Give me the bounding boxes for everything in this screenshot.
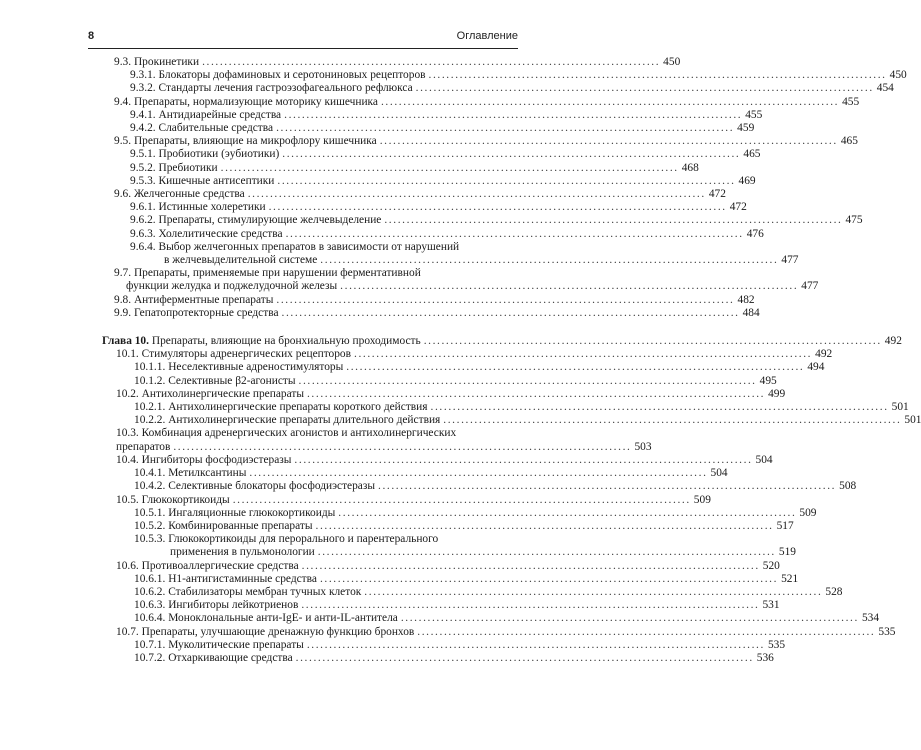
page-ref: 509 [799, 506, 817, 519]
toc-entry[interactable] [102, 387, 786, 401]
entry-title: Пробиотики (эубиотики) [158, 148, 280, 161]
toc-entry[interactable] [102, 122, 755, 135]
toc-entry[interactable] [102, 69, 907, 82]
leader-dots: ....................................................................................................... [317, 546, 776, 559]
toc-entry[interactable] [102, 612, 880, 625]
entry-title: Моноклональные анти-IgE- и анти-IL-антитела [168, 612, 398, 625]
leader-dots: ....................................................................................................... [232, 493, 691, 506]
toc-entry[interactable] [102, 174, 756, 188]
entry-number: 10.7.1. [134, 638, 166, 651]
entry-title: Неселективные адреностимуляторы [168, 361, 344, 374]
entry-title: Гепатопротекторные средства [133, 306, 279, 319]
toc-entry[interactable] [102, 533, 796, 559]
entry-number: 9.8. [114, 293, 132, 306]
toc-entry[interactable] [102, 638, 786, 652]
page-ref: 521 [781, 572, 799, 585]
leader-dots: ....................................................................................................... [340, 280, 799, 293]
page-ref: 531 [762, 599, 780, 612]
toc-section-chapter-9 [102, 56, 907, 320]
entry-title: Метилксантины [168, 467, 247, 480]
entry-number: 9.6. [114, 188, 132, 201]
entry-title: Истинные холеретики [158, 201, 266, 214]
page-header [88, 30, 518, 48]
toc-entry[interactable] [102, 227, 764, 241]
entry-title-continued: функции желудка и поджелудочной железы [126, 280, 338, 293]
entry-title: Ингибиторы фосфодиэстеразы [141, 453, 292, 466]
leader-dots: ....................................................................................................... [282, 148, 741, 161]
toc-entry[interactable] [102, 585, 843, 599]
leader-dots: ....................................................................................................... [415, 82, 874, 95]
toc-entry[interactable] [102, 108, 763, 122]
toc-entry[interactable] [102, 467, 728, 480]
table-of-contents [102, 56, 921, 665]
toc-entry[interactable] [102, 625, 896, 639]
leader-dots: ....................................................................................................... [380, 95, 840, 108]
entry-title: Селективные β2-агонисты [168, 374, 296, 387]
leader-dots: ....................................................................................................... [202, 56, 661, 68]
entry-number: 10.7.2. [134, 651, 166, 664]
toc-entry[interactable] [102, 559, 780, 573]
toc-entry[interactable] [102, 135, 858, 148]
entry-number: 9.5.1. [130, 148, 156, 161]
entry-title-continued: применения в пульмонологии [170, 546, 315, 559]
entry-number: 10.4.1. [134, 467, 166, 480]
entry-number: 10.1.1. [134, 361, 166, 374]
entry-title: Противоаллергические средства [141, 559, 299, 572]
entry-number: 10.5. [116, 493, 139, 506]
entry-number: 9.6.3. [130, 227, 156, 240]
page-ref: 455 [745, 108, 763, 121]
entry-title-continued: препаратов [116, 440, 171, 453]
leader-dots: ....................................................................................................... [315, 519, 774, 532]
entry-title: Антихолинергические препараты длительного действия [168, 414, 441, 427]
chapter-label: Глава 10. [102, 335, 149, 348]
toc-entry[interactable] [102, 240, 799, 267]
entry-title: Комбинация адренергических агонистов и антихолинергических [141, 427, 457, 440]
page-ref: 536 [756, 651, 774, 664]
page-ref: 476 [746, 227, 764, 240]
entry-title: Глюкокортикоиды для перорального и парентерального [168, 533, 439, 546]
entry-title: Выбор желчегонных препаратов в зависимости от нарушений [158, 240, 460, 253]
entry-number: 9.3. [114, 56, 132, 68]
entry-number: 9.9. [114, 306, 132, 319]
entry-title: Отхаркивающие средства [168, 651, 293, 664]
entry-number: 9.5. [114, 135, 132, 148]
entry-number: 9.7. [114, 267, 132, 280]
entry-title: Прокинетики [133, 56, 200, 68]
leader-dots: ....................................................................................................... [338, 506, 797, 519]
entry-title: Стандарты лечения гастроэзофагеального рефлюкса [158, 82, 413, 95]
page-ref: 469 [738, 174, 756, 187]
entry-number: 10.6.1. [134, 572, 166, 585]
entry-title: Стимуляторы адренергических рецепторов [141, 348, 352, 361]
leader-dots: ....................................................................................................... [276, 293, 735, 306]
toc-entry[interactable] [102, 201, 747, 214]
chapter-title: Препараты, влияющие на бронхиальную проходимость [151, 335, 421, 348]
page-ref: 535 [767, 638, 786, 651]
toc-entry[interactable] [102, 519, 794, 533]
leader-dots: ....................................................................................................... [354, 348, 813, 361]
page-ref: 499 [768, 387, 786, 400]
toc-entry[interactable] [102, 401, 909, 414]
leader-dots: ....................................................................................................... [301, 599, 760, 612]
toc-entry[interactable] [102, 374, 777, 388]
page-ref: 495 [759, 374, 777, 387]
entry-title: Ингаляционные глюкокортикоиды [168, 506, 336, 519]
entry-number: 9.6.4. [130, 240, 156, 253]
toc-entry[interactable] [102, 361, 825, 374]
entry-number: 9.3.2. [130, 82, 156, 95]
page-ref: 492 [884, 335, 902, 348]
entry-number: 10.3. [116, 427, 139, 440]
leader-dots: ....................................................................................................... [428, 69, 887, 82]
entry-number: 10.2. [116, 387, 139, 400]
entry-title-continued: в желчевыделительной системе [164, 254, 318, 267]
page-ref: 465 [743, 148, 761, 161]
page-ref: 454 [876, 82, 894, 95]
entry-number: 9.6.1. [130, 201, 156, 214]
entry-number: 10.5.3. [134, 533, 166, 546]
leader-dots: ....................................................................................................... [173, 440, 632, 453]
toc-entry[interactable] [102, 148, 761, 161]
entry-number: 10.6.4. [134, 612, 166, 625]
entry-number: 10.6.3. [134, 599, 166, 612]
leader-dots: ....................................................................................................... [364, 585, 823, 598]
toc-entry[interactable] [102, 214, 863, 227]
leader-dots: ....................................................................................................... [268, 201, 727, 214]
entry-number: 10.2.2. [134, 414, 166, 427]
entry-number: 9.3.1. [130, 69, 156, 82]
toc-entry[interactable] [102, 95, 860, 109]
leader-dots: ....................................................................................................... [276, 122, 735, 135]
leader-dots: ....................................................................................................... [247, 188, 706, 201]
leader-dots: ....................................................................................................... [430, 401, 889, 414]
entry-title: Блокаторы дофаминовых и серотониновых рецепторов [158, 69, 426, 82]
entry-number: 10.5.1. [134, 506, 166, 519]
leader-dots: ....................................................................................................... [306, 387, 766, 400]
entry-title: Слабительные средства [158, 122, 274, 135]
entry-title: Стабилизаторы мембран тучных клеток [168, 585, 362, 598]
leader-dots: ....................................................................................................... [220, 161, 679, 174]
entry-title: Комбинированные препараты [168, 519, 313, 532]
entry-number: 10.4.2. [134, 480, 166, 493]
entry-title: Антиферментные препараты [133, 293, 274, 306]
toc-entry[interactable] [102, 453, 773, 467]
page-ref: 465 [840, 135, 858, 148]
entry-number: 9.4. [114, 95, 132, 108]
leader-dots: ....................................................................................................... [277, 174, 736, 187]
leader-dots: ....................................................................................................... [298, 374, 757, 387]
toc-entry[interactable] [102, 414, 921, 427]
entry-title: Препараты, применяемые при нарушении ферментативной [133, 267, 421, 280]
entry-title: Желчегонные средства [133, 188, 245, 201]
page-ref: 484 [742, 306, 760, 319]
entry-title: Пребиотики [158, 161, 218, 174]
page-ref: 519 [778, 546, 796, 559]
entry-number: 10.4. [116, 453, 139, 466]
toc-entry[interactable] [102, 348, 833, 361]
entry-title: H1-антигистаминные средства [168, 572, 317, 585]
leader-dots: ....................................................................................................... [346, 361, 805, 374]
page-ref: 482 [737, 293, 755, 306]
entry-number: 10.2.1. [134, 401, 166, 414]
page-ref: 528 [825, 585, 843, 598]
toc-entry[interactable] [102, 56, 681, 69]
leader-dots: ....................................................................................................... [285, 227, 744, 240]
page-ref: 501 [904, 414, 921, 427]
entry-title: Селективные блокаторы фосфодиэстеразы [168, 480, 376, 493]
page-ref: 455 [842, 95, 860, 108]
entry-number: 10.6.2. [134, 585, 166, 598]
leader-dots: ....................................................................................................... [423, 335, 882, 348]
entry-number: 9.6.2. [130, 214, 156, 227]
page-number: 8 [88, 30, 95, 42]
page-ref: 504 [755, 453, 773, 466]
entry-number: 10.6. [116, 559, 139, 572]
leader-dots: ....................................................................................................... [295, 651, 754, 664]
page-ref: 520 [762, 559, 780, 572]
entry-title: Препараты, улучшающие дренажную функцию бронхов [141, 625, 415, 638]
leader-dots: ....................................................................................................... [379, 135, 838, 148]
running-title: Оглавление [456, 30, 518, 42]
entry-number: 9.5.3. [130, 174, 156, 187]
header-rule [88, 48, 518, 49]
page-ref: 501 [891, 401, 909, 414]
entry-title: Глюкокортикоиды [141, 493, 230, 506]
toc-entry[interactable] [102, 651, 774, 665]
entry-number: 10.7. [116, 625, 139, 638]
toc-entry[interactable] [102, 161, 699, 175]
page-ref: 468 [681, 161, 699, 174]
page-ref: 509 [693, 493, 711, 506]
page-ref: 472 [729, 201, 747, 214]
toc-entry[interactable] [102, 306, 760, 320]
leader-dots: ....................................................................................................... [443, 414, 902, 427]
entry-title: Препараты, влияющие на микрофлору кишечника [133, 135, 377, 148]
leader-dots: ....................................................................................................... [400, 612, 859, 625]
leader-dots: ....................................................................................................... [417, 625, 876, 638]
toc-entry[interactable] [102, 599, 780, 612]
toc-chapter-10[interactable] [102, 335, 902, 348]
toc-entry[interactable] [102, 188, 726, 201]
entry-number: 9.5.2. [130, 161, 156, 174]
leader-dots: ....................................................................................................... [294, 453, 753, 466]
entry-number: 10.1. [116, 348, 139, 361]
page-ref: 508 [839, 480, 857, 493]
page-ref: 450 [663, 56, 681, 68]
toc-section-chapter-10 [102, 348, 921, 665]
entry-title: Ингибиторы лейкотриенов [168, 599, 299, 612]
page-ref: 459 [737, 122, 755, 135]
toc-entry[interactable] [102, 293, 755, 307]
toc-entry[interactable] [102, 82, 894, 95]
leader-dots: ....................................................................................................... [319, 572, 779, 585]
leader-dots: ....................................................................................................... [384, 214, 843, 227]
page-ref: 503 [634, 440, 652, 453]
entry-number: 10.5.2. [134, 519, 166, 532]
toc-entry[interactable] [102, 427, 652, 453]
page-ref: 494 [807, 361, 825, 374]
page-ref: 475 [845, 214, 863, 227]
page-ref: 450 [889, 69, 907, 82]
entry-number: 9.4.1. [130, 108, 156, 121]
page-ref: 534 [861, 612, 880, 625]
entry-title: Антихолинергические препараты короткого действия [168, 401, 428, 414]
leader-dots: ....................................................................................................... [306, 638, 765, 651]
page-ref: 517 [776, 519, 794, 532]
page-ref: 535 [878, 625, 896, 638]
entry-title: Кишечные антисептики [158, 174, 275, 187]
leader-dots: ....................................................................................................... [320, 254, 779, 267]
entry-title: Препараты, стимулирующие желчевыделение [158, 214, 382, 227]
page-ref: 477 [801, 280, 819, 293]
leader-dots: ....................................................................................................... [284, 108, 743, 121]
page-ref: 504 [710, 467, 728, 480]
entry-title: Антихолинергические препараты [141, 387, 304, 400]
leader-dots: ....................................................................................................... [301, 559, 760, 572]
toc-entry[interactable] [102, 572, 799, 586]
toc-entry[interactable] [102, 480, 857, 493]
page-ref: 492 [815, 348, 833, 361]
entry-title: Антидиарейные средства [158, 108, 282, 121]
leader-dots: ....................................................................................................... [281, 306, 740, 319]
entry-number: 10.1.2. [134, 374, 166, 387]
toc-entry[interactable] [102, 506, 817, 520]
entry-title: Холелитические средства [158, 227, 283, 240]
leader-dots: ....................................................................................................... [249, 467, 708, 480]
toc-entry[interactable] [102, 267, 819, 293]
entry-number: 9.4.2. [130, 122, 156, 135]
toc-entry[interactable] [102, 493, 711, 507]
entry-title: Препараты, нормализующие моторику кишечника [133, 95, 378, 108]
leader-dots: ....................................................................................................... [378, 480, 837, 493]
page-ref: 472 [708, 188, 726, 201]
entry-title: Муколитические препараты [168, 638, 304, 651]
page-ref: 477 [781, 254, 799, 267]
